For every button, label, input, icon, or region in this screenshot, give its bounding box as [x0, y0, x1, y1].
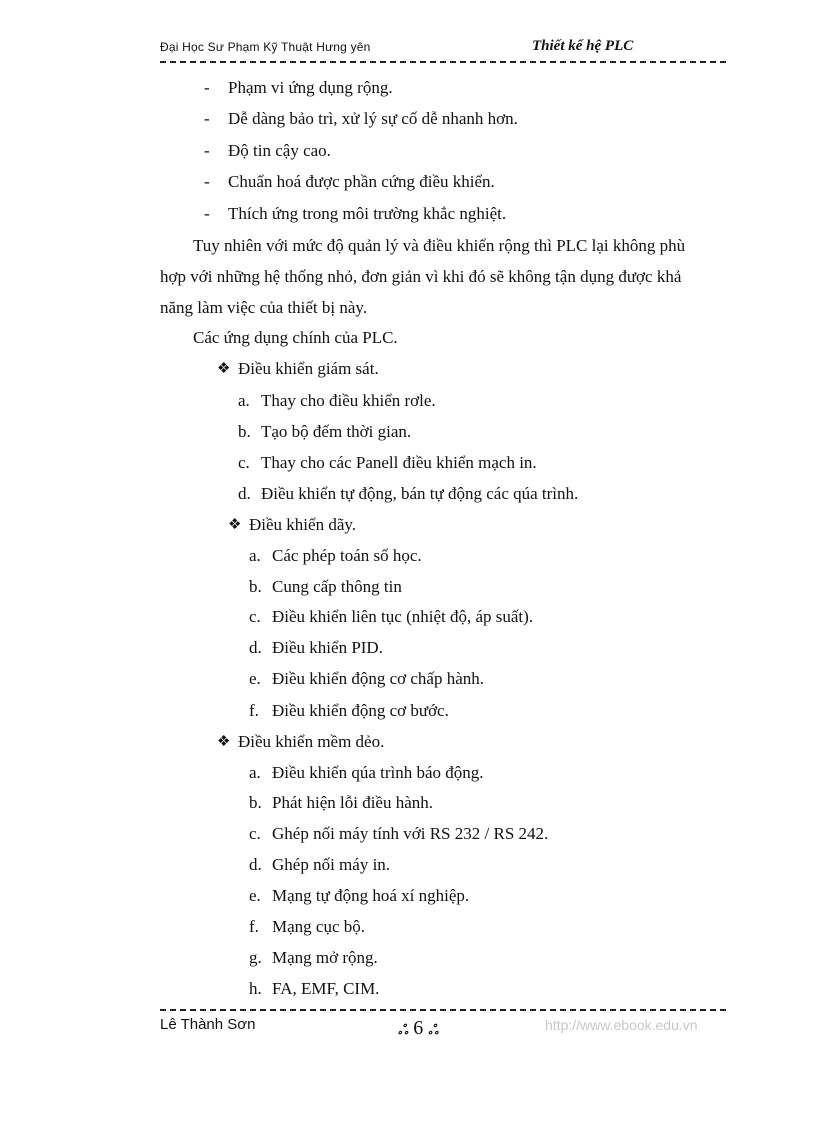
list-dash: - — [204, 204, 210, 223]
ornament-left-icon: ஃ — [398, 1022, 409, 1037]
diamond-bullet-icon: ❖ — [217, 734, 231, 750]
list-item: Tạo bộ đếm thời gian. — [261, 422, 412, 441]
page-header — [160, 38, 725, 60]
paragraph-line: hợp với những hệ thống nhỏ, đơn giản vì khi đó sẽ không tận dụng được khả — [160, 267, 682, 286]
list-dash: - — [204, 141, 210, 160]
paragraph-line: năng làm việc của thiết bị này. — [160, 298, 368, 317]
list-item: Mạng tự động hoá xí nghiệp. — [272, 886, 470, 905]
item-marker: a. — [249, 546, 261, 565]
list-item: Mạng mở rộng. — [272, 948, 378, 967]
ornament-right-icon: ஃ — [428, 1022, 439, 1037]
list-item: Ghép nối máy tính với RS 232 / RS 242. — [272, 824, 549, 843]
item-marker: a. — [249, 763, 261, 782]
item-marker: b. — [249, 793, 262, 812]
item-marker: f. — [249, 701, 259, 720]
diamond-bullet-icon: ❖ — [217, 361, 231, 377]
item-marker: d. — [249, 855, 262, 874]
list-item: Phát hiện lỗi điều hành. — [272, 793, 434, 812]
list-item: Điều khiển tự động, bán tự động các qúa trình. — [261, 484, 579, 503]
list-item: Thay cho điều khiển rơle. — [261, 391, 436, 410]
list-item: Chuẩn hoá được phần cứng điều khiển. — [228, 172, 495, 191]
list-dash: - — [204, 78, 210, 97]
item-marker: g. — [249, 948, 262, 967]
section-title: Điều khiển giám sát. — [238, 359, 379, 378]
section-title: Điều khiển mềm dẻo. — [238, 732, 385, 751]
footer-author: Lê Thành Sơn — [160, 1016, 256, 1033]
item-marker: c. — [238, 453, 250, 472]
item-marker: f. — [249, 917, 259, 936]
list-item: Ghép nối máy in. — [272, 855, 391, 874]
applications-intro: Các ứng dụng chính của PLC. — [193, 328, 398, 347]
list-item: Điều khiển động cơ bước. — [272, 701, 449, 720]
list-dash: - — [204, 109, 210, 128]
item-marker: c. — [249, 824, 261, 843]
list-item: Dễ dàng bảo trì, xử lý sự cố dễ nhanh hơn. — [228, 109, 518, 128]
list-item: Điều khiển động cơ chấp hành. — [272, 669, 484, 688]
item-marker: d. — [238, 484, 251, 503]
item-marker: h. — [249, 979, 262, 998]
list-item: Độ tin cậy cao. — [228, 141, 331, 160]
item-marker: e. — [249, 669, 261, 688]
list-item: Điều khiển liên tục (nhiệt độ, áp suất). — [272, 607, 534, 626]
list-item: Thay cho các Panell điều khiển mạch in. — [261, 453, 537, 472]
list-item: FA, EMF, CIM. — [272, 979, 380, 998]
list-item: Các phép toán số học. — [272, 546, 422, 565]
list-item: Thích ứng trong môi trường khắc nghiệt. — [228, 204, 507, 223]
header-divider — [160, 61, 726, 63]
item-marker: b. — [249, 577, 262, 596]
list-dash: - — [204, 172, 210, 191]
list-item: Mạng cục bộ. — [272, 917, 366, 936]
item-marker: b. — [238, 422, 251, 441]
list-item: Phạm vi ứng dụng rộng. — [228, 78, 393, 97]
item-marker: d. — [249, 638, 262, 657]
item-marker: c. — [249, 607, 261, 626]
list-item: Điều khiển qúa trình báo động. — [272, 763, 484, 782]
list-item: Điều khiển PID. — [272, 638, 383, 657]
page-number — [398, 1016, 438, 1042]
paragraph-line: Tuy nhiên với mức độ quản lý và điều khiển rộng thì PLC lại không phù — [193, 236, 686, 255]
header-title: Thiết kế hệ PLC — [532, 38, 634, 54]
header-institution: Đại Học Sư Phạm Kỹ Thuật Hưng yên — [160, 40, 371, 54]
page-number-value: 6 — [413, 1017, 424, 1039]
footer-url: http://www.ebook.edu.vn — [545, 1017, 698, 1033]
diamond-bullet-icon: ❖ — [228, 517, 242, 533]
section-title: Điều khiển dãy. — [249, 515, 357, 534]
item-marker: a. — [238, 391, 250, 410]
item-marker: e. — [249, 886, 261, 905]
footer-divider — [160, 1009, 726, 1011]
list-item: Cung cấp thông tin — [272, 577, 402, 596]
